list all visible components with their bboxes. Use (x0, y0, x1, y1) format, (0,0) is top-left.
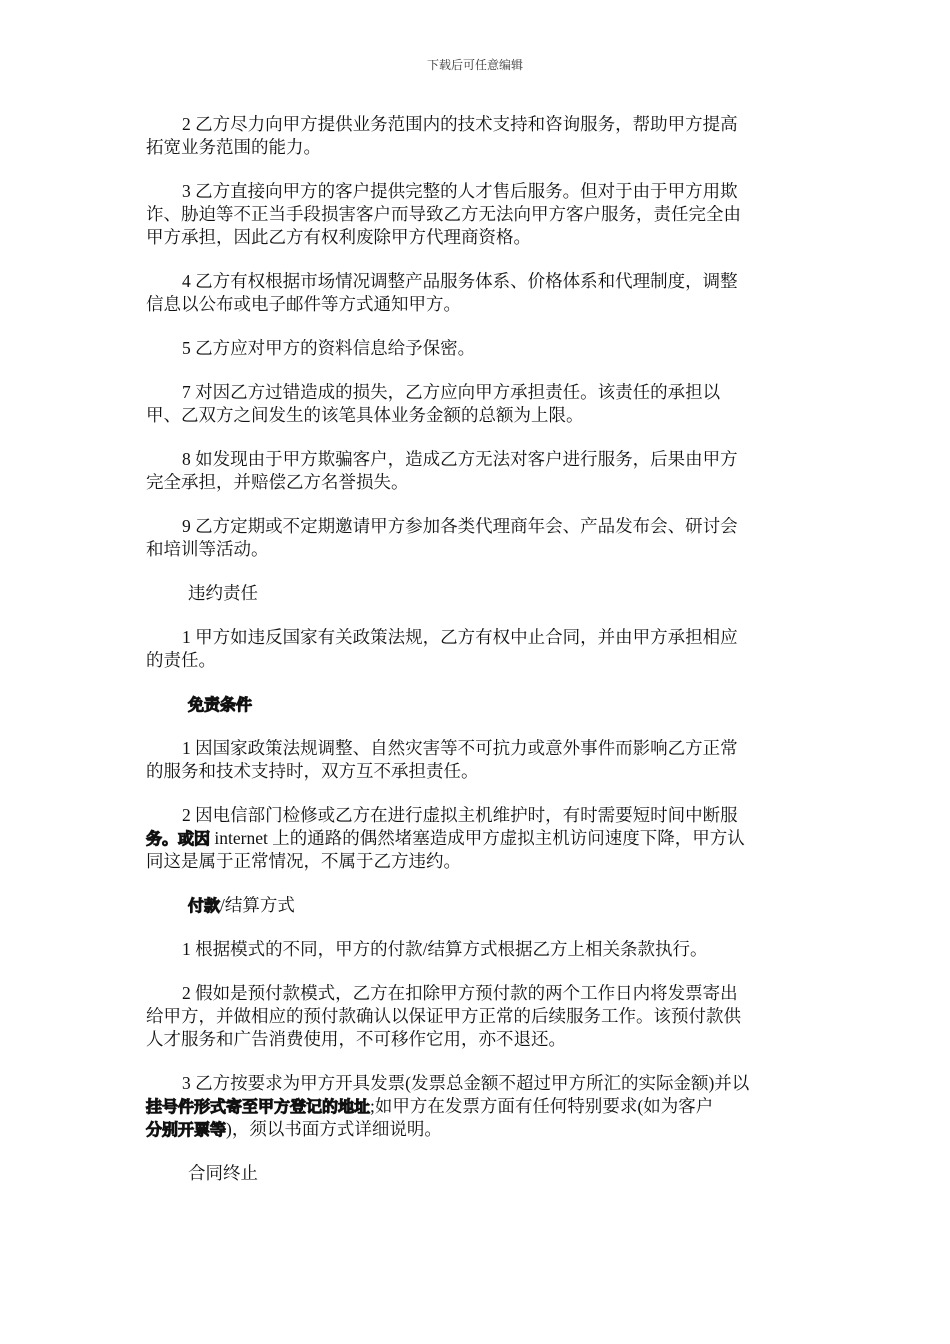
exemption-clause-1: 1 因国家政策法规调整、自然灾害等不可抗力或意外事件而影响乙方正常 的服务和技术支持时，双方互不承担责任。 (146, 738, 738, 781)
payment-clause-3-part-a: 3 乙方按要求为甲方开具发票(发票总金额不超过甲方所汇的实际金额)并以 (182, 1073, 750, 1093)
heading-exemption (146, 693, 806, 716)
payment-clause-3-part-c: ;如甲方在发票方面有任何特别要求(如为客户 (370, 1096, 714, 1116)
payment-clause-1: 1 根据模式的不同，甲方的付款/结算方式根据乙方上相关条款执行。 (182, 939, 708, 959)
heading-breach-liability: 违约责任 (188, 583, 258, 603)
clause-5: 5 乙方应对甲方的资料信息给予保密。 (182, 338, 476, 358)
payment-clause-2: 2 假如是预付款模式，乙方在扣除甲方预付款的两个工作日内将发票寄出 给甲方，并做相应的预付款确认以保证甲方正常的后续服务工作。该预付款供 人才服务和广告消费使用，不可移作它用，亦不退还。 (146, 983, 741, 1049)
heading-exemption-text: 免责条件 (188, 695, 253, 714)
exemption-clause-2-part-a: 2 因电信部门检修或乙方在进行虚拟主机维护时，有时需要短时间中断服 (182, 805, 738, 825)
exemption-clause-2-part-b: 务。或因 (146, 829, 211, 848)
clause-4: 4 乙方有权根据市场情况调整产品服务体系、价格体系和代理制度，调整 信息以公布或电子邮件等方式通知甲方。 (146, 271, 738, 314)
clause-2: 2 乙方尽力向甲方提供业务范围内的技术支持和咨询服务，帮助甲方提高 拓宽业务范围的能力。 (146, 114, 738, 157)
heading-payment-part-a: 付款 (188, 896, 221, 915)
payment-clause-3-part-e: )，须以书面方式详细说明。 (226, 1119, 442, 1139)
breach-clause-1: 1 甲方如违反国家有关政策法规，乙方有权中止合同，并由甲方承担相应 的责任。 (146, 627, 738, 670)
clause-7: 7 对因乙方过错造成的损失，乙方应向甲方承担责任。该责任的承担以 甲、乙双方之间发生的该笔具体业务金额的总额为上限。 (146, 382, 721, 425)
payment-clause-3 (146, 1072, 806, 1141)
heading-payment (146, 894, 806, 917)
payment-clause-3-part-b: 挂号件形式寄至甲方登记的地址 (146, 1097, 371, 1116)
page-header: 下载后可任意编辑 (426, 58, 523, 72)
heading-contract-termination: 合同终止 (188, 1163, 258, 1183)
heading-payment-part-b: /结算方式 (220, 895, 295, 915)
document-body (146, 113, 806, 1206)
clause-8: 8 如发现由于甲方欺骗客户，造成乙方无法对客户进行服务，后果由甲方 完全承担，并赔偿乙方名誉损失。 (146, 449, 738, 492)
payment-clause-3-part-d: 分别开票等 (146, 1120, 227, 1139)
clause-3: 3 乙方直接向甲方的客户提供完整的人才售后服务。但对于由于甲方用欺 诈、胁迫等不正当手段损害客户而导致乙方无法向甲方客户服务，责任完全由 甲方承担，因此乙方有权利废除甲方代理商资格。 (146, 181, 741, 247)
exemption-clause-2-part-c: internet 上的通路的偶然堵塞造成甲方虚拟主机访问速度下降，甲方认 同这是属于正常情况，不属于乙方违约。 (146, 828, 745, 871)
exemption-clause-2 (146, 804, 806, 873)
clause-9: 9 乙方定期或不定期邀请甲方参加各类代理商年会、产品发布会、研讨会 和培训等活动。 (146, 516, 738, 559)
